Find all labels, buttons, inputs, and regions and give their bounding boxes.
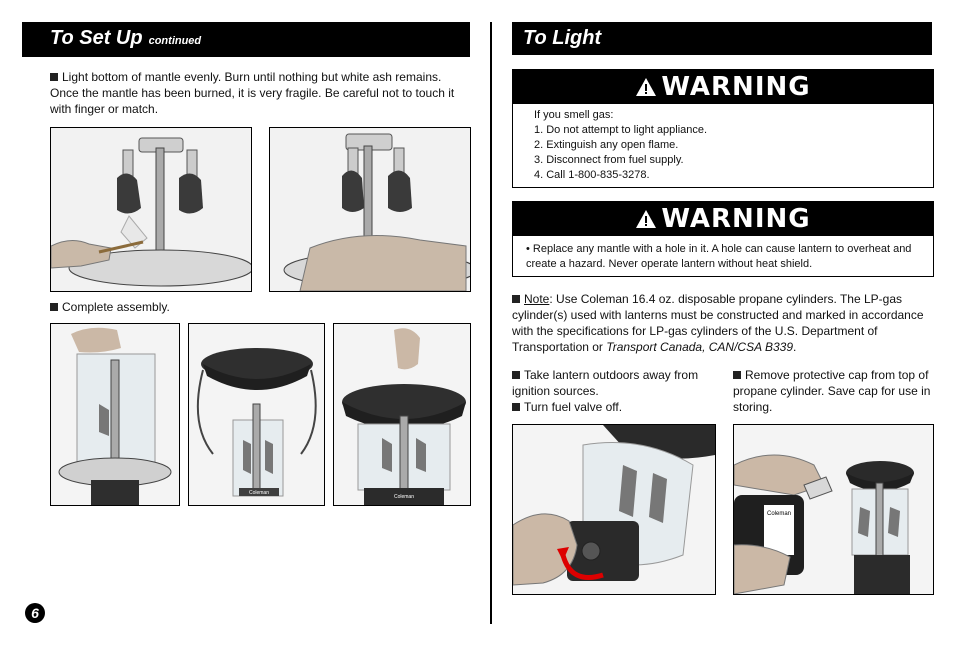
step-remove-cap [733,367,933,415]
setup-title: To Set Up [50,27,143,49]
warning-gas-line: 3. Disconnect from fuel supply. [534,154,684,166]
photo-install-globe [50,323,180,506]
warning-gas-line: 2. Extinguish any open flame. [534,139,679,151]
photo-mantle-ash [269,127,471,292]
bullet-square-icon [50,73,58,81]
bullet-square-icon [512,371,520,379]
step-complete-assembly-text: Complete assembly. [62,300,170,314]
note-text: : Use Coleman 16.4 oz. disposable propane cylinders. The LP-gas cylinder(s) used with lanterns must be constructed and marked in accordance with the specifications for LP-gas cylinders of the U.S. Department of Transportation or [512,292,924,354]
globe-brand-label-2: Coleman [393,494,415,500]
cylinder-brand-label: Coleman [766,511,792,517]
to-light-header-bar [512,22,932,55]
warning-gas-line: 4. Call 1-800-835-3278. [534,169,650,181]
setup-subtitle: continued [148,35,202,47]
photo-turn-valve-off [512,424,716,595]
step-light-mantle-text: Light bottom of mantle evenly. Burn until nothing but white ash remains. Once the mantle has been burned, it is very fragile. Be careful not to touch it with finger or match. [50,70,455,116]
warning-banner [513,202,933,236]
to-light-title: To Light [523,27,602,49]
warning-gas-text [534,108,924,183]
photo-install-ventilator [188,323,325,506]
warning-triangle-icon [635,77,657,97]
page-number: 6 [25,603,45,623]
note-end: . [793,340,797,354]
warning-label: WARNING [661,72,811,102]
photo-lighting-mantle [50,127,252,292]
warning-mantle-text: • Replace any mantle with a hole in it. A hole can cause lantern to overheat and create a hazard. Never operate lantern without heat shield. [526,243,912,270]
warning-gas-line: If you smell gas: [534,109,614,121]
note-label: Note [524,292,550,306]
warning-label: WARNING [661,204,811,234]
bullet-square-icon [733,371,741,379]
bullet-square-icon [512,403,520,411]
warning-banner [513,70,933,104]
note-paragraph [512,291,932,355]
note-standard: Transport Canada, CAN/CSA B339 [606,340,794,354]
bullet-square-icon [50,303,58,311]
step-outdoors-text: Take lantern outdoors away from ignition sources. [512,368,699,398]
bullet-square-icon [512,295,520,303]
step-light-mantle [50,69,468,117]
warning-box-gas [512,69,934,188]
step-complete-assembly [50,299,350,315]
warning-triangle-icon [635,209,657,229]
column-divider [490,22,492,624]
step-valve-off-text: Turn fuel valve off. [524,400,623,414]
warning-gas-line: 1. Do not attempt to light appliance. [534,124,708,136]
step-remove-cap-text: Remove protective cap from top of propane cylinder. Save cap for use in storing. [733,368,931,414]
setup-header-bar [22,22,470,57]
globe-brand-label: Coleman [248,490,270,496]
photo-attach-knob [333,323,471,506]
step-outdoors [512,367,712,415]
warning-box-mantle [512,201,934,277]
photo-remove-cylinder-cap [733,424,934,595]
